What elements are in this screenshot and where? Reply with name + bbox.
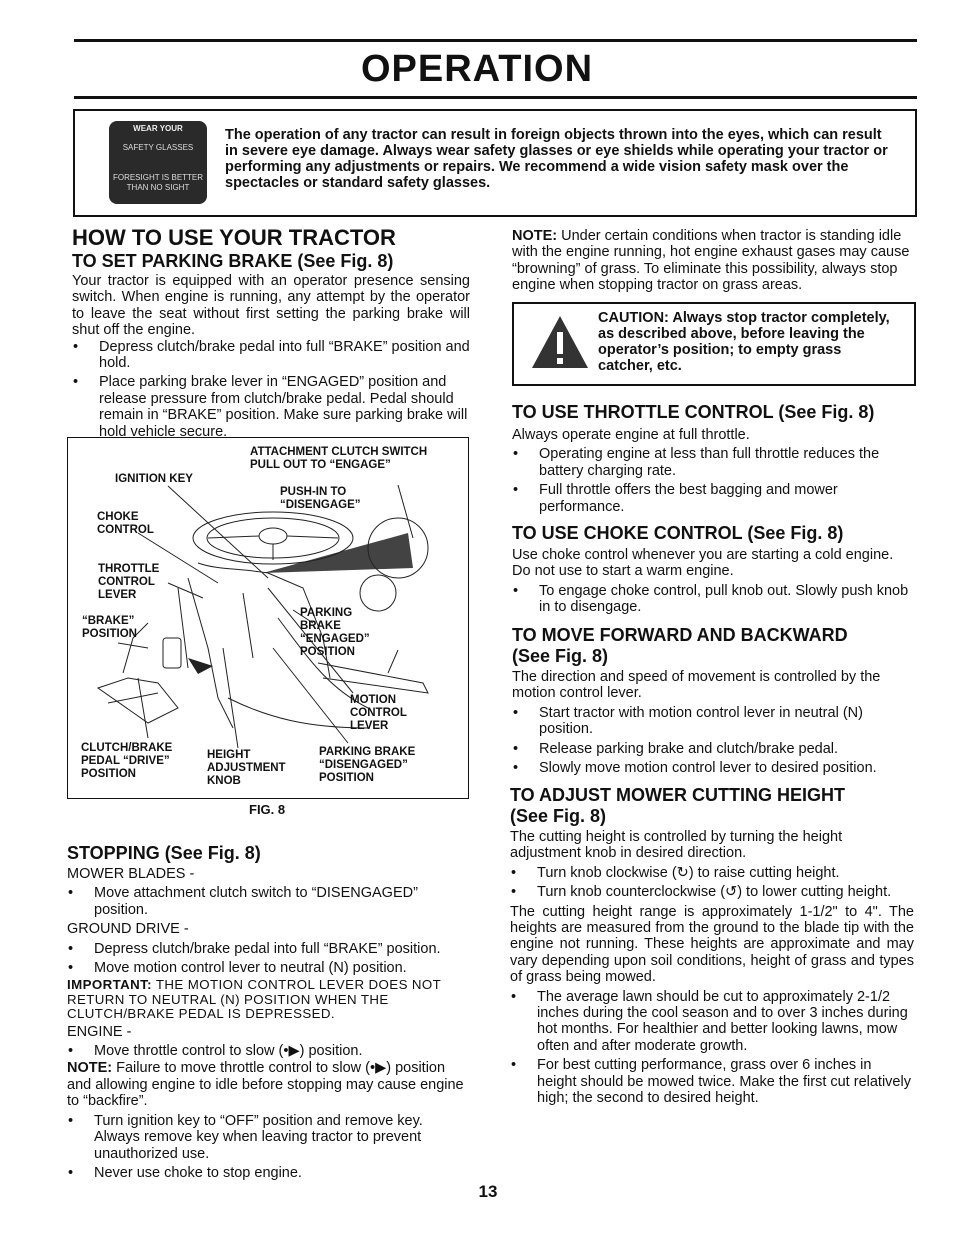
parking-intro: Your tractor is equipped with an operator presence sensing switch. When engine is running, any attempt by the operator to leave the seat without first setting the parking brake will shut off the engine.	[72, 273, 470, 339]
important-note	[67, 978, 469, 1021]
top-rule	[74, 39, 917, 42]
label-parking-3: “ENGAGED”	[300, 633, 370, 645]
exhaust-note	[512, 228, 914, 294]
title-rule	[74, 96, 917, 99]
exhaust-note-text: Under certain conditions when tractor is standing idle with the engine running, hot engine exhaust gases may cause “browning” of grass. To eliminate this possibility, always stop engine when stopping tractor on grass areas.	[512, 228, 910, 294]
figure-caption: FIG. 8	[249, 802, 286, 817]
label-parking-4: POSITION	[300, 646, 355, 658]
height-heading: TO ADJUST MOWER CUTTING HEIGHT	[510, 785, 845, 805]
label-throttle-1: THROTTLE	[98, 563, 160, 575]
ground-bullet-2: • Move motion control lever to neutral (N) position.	[67, 960, 469, 976]
engine-label: ENGINE -	[67, 1023, 132, 1040]
stopping-note-label: NOTE:	[67, 1060, 113, 1077]
label-ignition-key: IGNITION KEY	[115, 473, 193, 485]
stopping-note	[67, 1060, 469, 1109]
caution-text: CAUTION: Always stop tractor completely, as described above, before leaving the operator’s position; to empty grass catcher, etc.	[598, 310, 890, 374]
warning-triangle-icon	[530, 314, 590, 370]
ground-drive-label: GROUND DRIVE -	[67, 921, 189, 938]
label-pb-disengaged-3: POSITION	[319, 772, 374, 784]
label-clutch-2: PEDAL “DRIVE”	[81, 755, 170, 767]
move-section	[512, 669, 914, 776]
figure-8	[67, 437, 469, 799]
label-pb-disengaged-1: PARKING BRAKE	[319, 746, 416, 758]
choke-section	[512, 547, 914, 616]
final-bullet-2: • Never use choke to stop engine.	[67, 1165, 469, 1181]
stopping-heading: STOPPING (See Fig. 8)	[67, 843, 261, 863]
mower-blades-label: MOWER BLADES -	[67, 866, 195, 882]
label-push-in: PUSH-IN TO	[280, 486, 347, 498]
height-bullet-1: • Turn knob clockwise (↻) to raise cutting height.	[510, 865, 914, 881]
label-parking-1: PARKING	[300, 607, 353, 619]
important-label: IMPORTANT:	[67, 977, 153, 993]
throttle-bullet-2: • Full throttle offers the best bagging and mower performance.	[512, 482, 914, 515]
icon-line-2: SAFETY GLASSES	[122, 143, 194, 152]
label-throttle-2: CONTROL	[98, 576, 155, 588]
throttle-intro: Always operate engine at full throttle.	[512, 427, 750, 443]
label-pb-disengaged-2: “DISENGAGED”	[319, 759, 408, 771]
safety-warning-text: The operation of any tractor can result in foreign objects thrown into the eyes, which can result in severe eye damage. Always wear safety glasses or eye shields while operating your tractor or performing any adjustments or repairs. We recommend a wide vision safety mask over the spectacles or standard safety glasses.	[225, 127, 888, 191]
height-bullet-4: • For best cutting performance, grass over 6 inches in height should be mowed twice. Make the first cut relatively high; the second to desired height.	[510, 1057, 914, 1106]
height-bullet-3: • The average lawn should be cut to approximately 2-1/2 inches during the cool season and to over 3 inches during hot months. For healthier and better looking lawns, mow often and after moderate growth.	[510, 989, 914, 1055]
label-choke-2: CONTROL	[97, 524, 154, 536]
move-bullet-1: • Start tractor with motion control lever in neutral (N) position.	[512, 705, 914, 738]
label-height-1: HEIGHT	[207, 749, 251, 761]
parking-bullet-1: • Depress clutch/brake pedal into full “BRAKE” position and hold.	[72, 339, 470, 372]
label-motion-3: LEVER	[350, 720, 389, 732]
move-bullet-2: • Release parking brake and clutch/brake pedal.	[512, 741, 914, 757]
stopping-section	[67, 866, 469, 1181]
label-height-3: KNOB	[207, 775, 241, 787]
move-bullet-3: • Slowly move motion control lever to desired position.	[512, 760, 914, 776]
ground-bullet-1: • Depress clutch/brake pedal into full “BRAKE” position.	[67, 941, 469, 957]
choke-intro: Use choke control whenever you are starting a cold engine. Do not use to start a warm engine.	[512, 547, 894, 580]
height-intro: The cutting height is controlled by turning the height adjustment knob in desired direction.	[510, 829, 843, 862]
throttle-section	[512, 427, 914, 515]
label-brake-2: POSITION	[82, 628, 137, 640]
important-text: THE MOTION CONTROL LEVER DOES NOT RETURN TO NEUTRAL (N) POSITION WHEN THE CLUTCH/BRAKE PEDAL IS DEPRESSED.	[67, 977, 441, 1022]
icon-line-4: THAN NO SIGHT	[126, 183, 190, 192]
page-title: OPERATION	[360, 48, 594, 90]
height-bullet-2: • Turn knob counterclockwise (↺) to lower cutting height.	[510, 884, 914, 900]
final-bullet-1: • Turn ignition key to “OFF” position and remove key. Always remove key when leaving tractor to prevent unauthorized use.	[67, 1113, 469, 1162]
engine-bullet: • Move throttle control to slow (•▶) position.	[67, 1043, 469, 1059]
safety-glasses-icon	[109, 121, 207, 204]
throttle-bullet-1: • Operating engine at less than full throttle reduces the battery charging rate.	[512, 446, 914, 479]
move-intro: The direction and speed of movement is controlled by the motion control lever.	[512, 669, 881, 702]
label-disengage: “DISENGAGE”	[280, 499, 361, 511]
parking-bullet-2: • Place parking brake lever in “ENGAGED” position and release pressure from clutch/brake pedal. Pedal should remain in “BRAKE” position. Make sure parking brake will hold vehicle secure.	[72, 374, 470, 440]
parking-heading: TO SET PARKING BRAKE (See Fig. 8)	[72, 251, 394, 271]
main-heading: HOW TO USE YOUR TRACTOR	[72, 225, 396, 250]
exhaust-note-label: NOTE:	[512, 228, 558, 244]
label-parking-2: BRAKE	[300, 620, 341, 632]
label-pull-out: PULL OUT TO “ENGAGE”	[250, 459, 391, 471]
stopping-note-text: Failure to move throttle control to slow (•▶) position and allowing engine to idle before stopping may cause engine to “backfire”.	[67, 1060, 464, 1110]
label-throttle-3: LEVER	[98, 589, 137, 601]
height-heading-ref: (See Fig. 8)	[510, 806, 607, 826]
choke-bullet-1: • To engage choke control, pull knob out. Slowly push knob in to disengage.	[512, 583, 914, 616]
icon-line-3: FORESIGHT IS BETTER	[112, 173, 204, 182]
choke-heading: TO USE CHOKE CONTROL (See Fig. 8)	[512, 523, 844, 543]
label-attachment: ATTACHMENT CLUTCH SWITCH	[250, 446, 428, 458]
caution-box	[512, 302, 916, 386]
move-heading: TO MOVE FORWARD AND BACKWARD	[512, 625, 848, 645]
label-clutch-3: POSITION	[81, 768, 136, 780]
height-section	[510, 829, 914, 1107]
throttle-heading: TO USE THROTTLE CONTROL (See Fig. 8)	[512, 402, 875, 422]
label-height-2: ADJUSTMENT	[207, 762, 286, 774]
label-brake-1: “BRAKE”	[82, 615, 135, 627]
parking-section	[72, 273, 470, 440]
page-number: 13	[478, 1182, 498, 1201]
label-motion-1: MOTION	[350, 694, 396, 706]
height-range: The cutting height range is approximately 1-1/2" to 4". The heights are measured from the ground to the blade tip with the engine not running. These heights are approximate and may vary depending upon soil conditions, height of grass and types of grass being mowed.	[510, 903, 914, 986]
safety-warning-box	[73, 109, 917, 217]
icon-line-1: WEAR YOUR	[133, 124, 183, 133]
mower-bullet-1: • Move attachment clutch switch to “DISENGAGED” position.	[67, 885, 469, 918]
move-heading-ref: (See Fig. 8)	[512, 646, 609, 666]
label-motion-2: CONTROL	[350, 707, 407, 719]
label-choke-1: CHOKE	[97, 511, 139, 523]
label-clutch-1: CLUTCH/BRAKE	[81, 742, 173, 754]
